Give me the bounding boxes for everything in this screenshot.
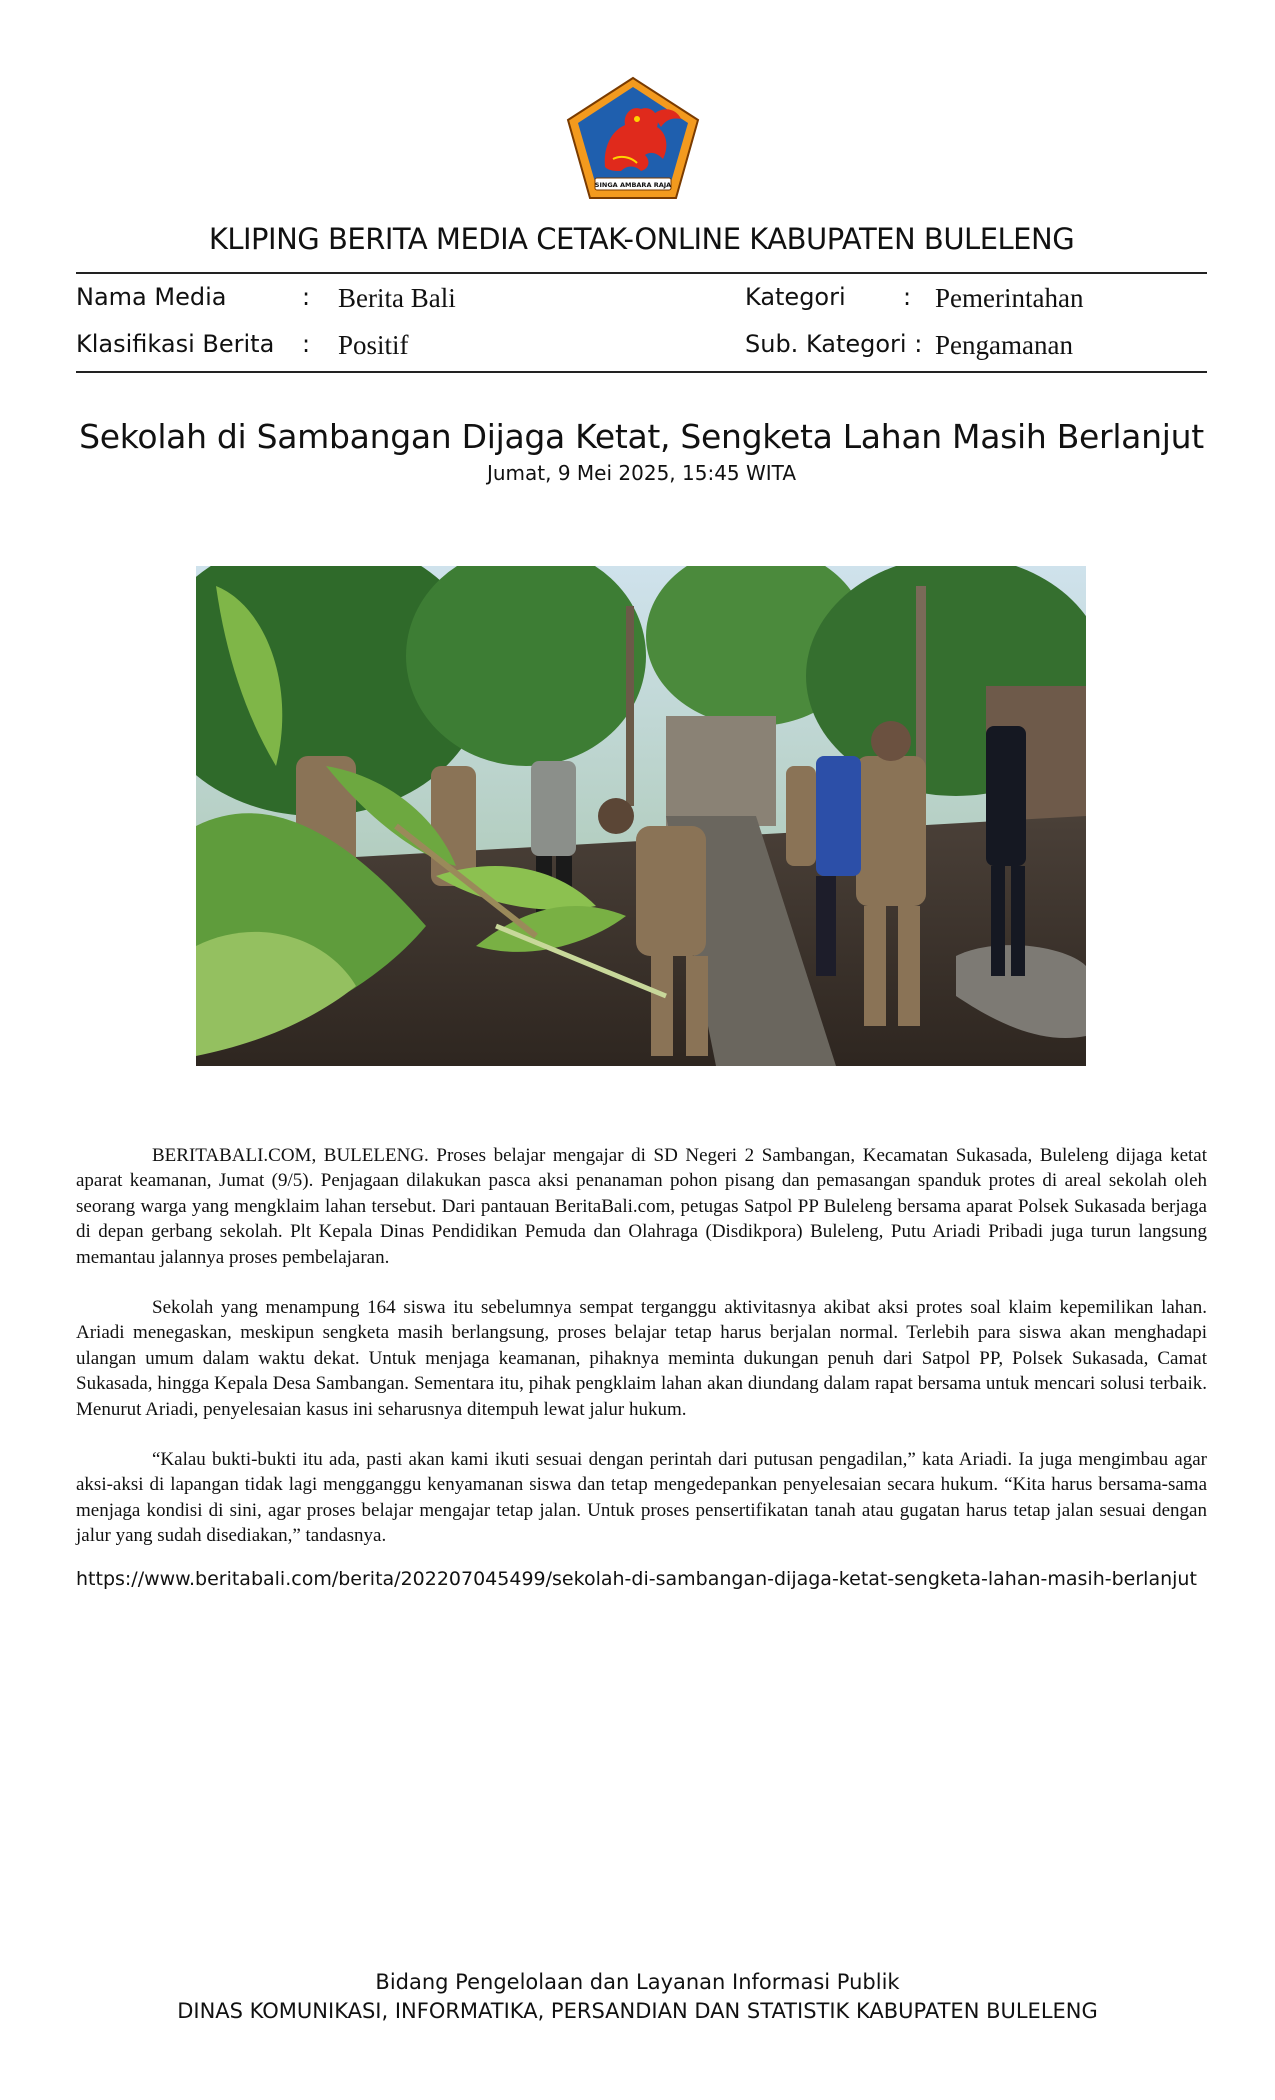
header-top-rule (76, 272, 1207, 274)
article-paragraph-1: BERITABALI.COM, BULELENG. Proses belajar mengajar di SD Negeri 2 Sambangan, Kecamatan Sukasada, Buleleng dijaga ketat aparat keamanan, Jumat (9/5). Penjagaan dilakukan pasca aksi penanaman pohon pisang dan pemasangan spanduk protes di areal sekolah oleh seorang warga yang mengklaim lahan tersebut. Dari pantauan BeritaBali.com, petugas Satpol PP Buleleng bersama aparat Polsek Sukasada berjaga di depan gerbang sekolah. Plt Kepala Dinas Pendidikan Pemuda dan Olahraga (Disdikpora) Buleleng, Putu Ariadi Pribadi juga turun langsung memantau jalannya proses pembelajaran. (76, 1145, 1207, 1268)
nama-media-value: Berita Bali (338, 283, 456, 313)
kategori-colon: : (903, 283, 912, 311)
logo-motto: SINGA AMBARA RAJA (594, 181, 672, 189)
klasifikasi-value: Positif (338, 330, 409, 360)
article-photo (196, 566, 1086, 1066)
klasifikasi-label: Klasifikasi Berita (76, 330, 275, 358)
footer-division: Bidang Pengelolaan dan Layanan Informasi Publik (375, 1970, 900, 1994)
buleleng-emblem-logo (565, 75, 701, 201)
klasifikasi-colon: : (302, 330, 311, 358)
nama-media-label: Nama Media (76, 283, 227, 311)
article-title: Sekolah di Sambangan Dijaga Ketat, Sengketa Lahan Masih Berlanjut (79, 417, 1204, 456)
sub-kategori-value: Pengamanan (935, 330, 1073, 360)
source-url-link[interactable]: https://www.beritabali.com/berita/202207045499/sekolah-di-sambangan-dijaga-ketat-sengketa-lahan-masih-berlanjut (76, 1568, 1197, 1590)
article-date: Jumat, 9 Mei 2025, 15:45 WITA (486, 461, 797, 485)
footer-agency: DINAS KOMUNIKASI, INFORMATIKA, PERSANDIAN DAN STATISTIK KABUPATEN BULELENG (177, 1999, 1098, 2023)
header-bottom-rule (76, 371, 1207, 373)
article-paragraph-3: “Kalau bukti-bukti itu ada, pasti akan kami ikuti sesuai dengan perintah dari putusan pengadilan,” kata Ariadi. Ia juga mengimbau agar aksi-aksi di lapangan tidak lagi mengganggu kenyamanan siswa dan tetap mengedepankan penyelesaian secara hukum. “Kita harus bersama-sama menjaga kondisi di sini, agar proses belajar mengajar tetap jalan. Untuk proses pensertifikatan tanah atau gugatan harus tetap jalan sesuai dengan jalur yang sudah disediakan,” tandasnya. (76, 1449, 1207, 1547)
article-body (76, 1143, 1207, 1574)
kategori-value: Pemerintahan (935, 283, 1084, 313)
nama-media-colon: : (302, 283, 311, 311)
clipping-header-title: KLIPING BERITA MEDIA CETAK-ONLINE KABUPATEN BULELENG (208, 222, 1075, 256)
kategori-label: Kategori (745, 283, 846, 311)
article-paragraph-2: Sekolah yang menampung 164 siswa itu sebelumnya sempat terganggu aktivitasnya akibat aksi protes soal klaim kepemilikan lahan. Ariadi menegaskan, meskipun sengketa masih berlangsung, proses belajar tetap harus berjalan normal. Terlebih para siswa akan menghadapi ulangan umum dalam waktu dekat. Untuk menjaga keamanan, pihaknya meminta dukungan penuh dari Satpol PP, Polsek Sukasada, Camat Sukasada, hingga Kepala Desa Sambangan. Sementara itu, pihak pengklaim lahan akan diundang dalam rapat bersama untuk mencari solusi terbaik. Menurut Ariadi, penyelesaian kasus ini seharusnya ditempuh lewat jalur hukum. (76, 1297, 1207, 1420)
sub-kategori-label: Sub. Kategori : (745, 330, 923, 358)
